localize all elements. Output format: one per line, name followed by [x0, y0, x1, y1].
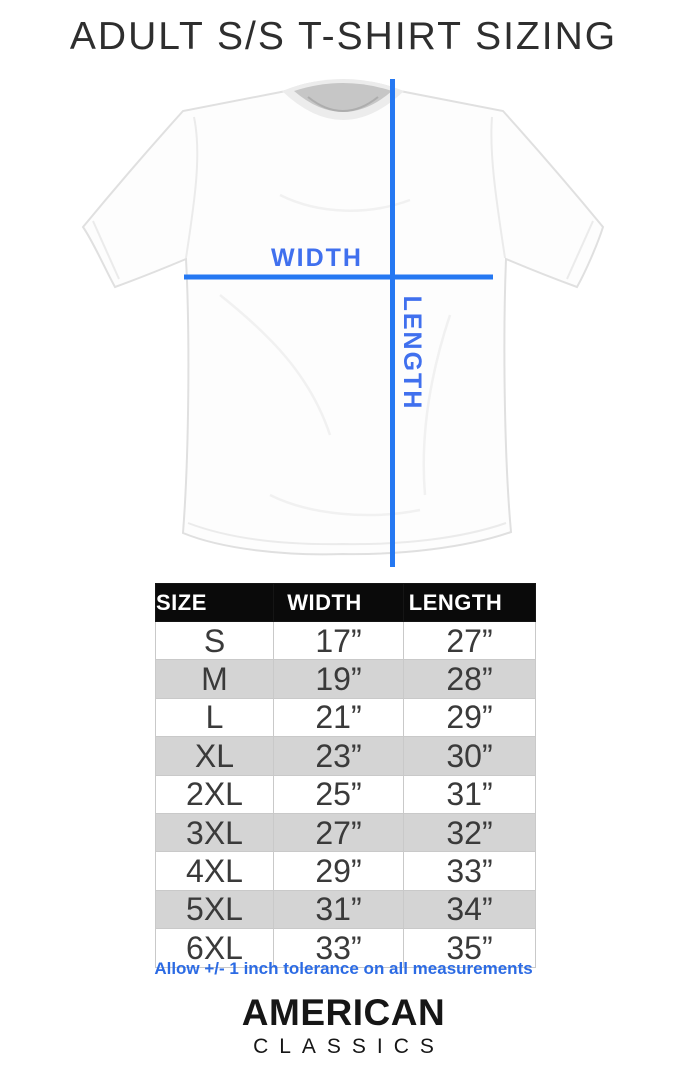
brand-name: AMERICAN [241, 992, 446, 1033]
tshirt-graphic [70, 75, 615, 580]
length-cell: 32” [404, 813, 536, 851]
size-cell: L [156, 698, 274, 736]
width-cell: 31” [274, 890, 404, 928]
width-cell: 19” [274, 660, 404, 698]
width-cell: 29” [274, 852, 404, 890]
col-header-width: WIDTH [274, 584, 404, 622]
length-cell: 35” [404, 929, 536, 967]
length-cell: 34” [404, 890, 536, 928]
page-title: ADULT S/S T-SHIRT SIZING [69, 15, 618, 58]
col-header-length: LENGTH [404, 584, 536, 622]
length-cell: 31” [404, 775, 536, 813]
width-cell: 21” [274, 698, 404, 736]
table-row [156, 737, 536, 775]
table-row [156, 813, 536, 851]
col-header-size: SIZE [156, 584, 274, 622]
length-cell: 27” [404, 622, 536, 660]
size-cell: 3XL [156, 813, 274, 851]
brand-subname: CLASSICS [253, 1034, 445, 1058]
size-cell: 6XL [156, 929, 274, 967]
length-cell: 29” [404, 698, 536, 736]
length-cell: 30” [404, 737, 536, 775]
width-cell: 23” [274, 737, 404, 775]
size-cell: M [156, 660, 274, 698]
tshirt-diagram [70, 75, 615, 580]
table-row [156, 660, 536, 698]
size-cell: S [156, 622, 274, 660]
length-label: LENGTH [398, 295, 426, 411]
table-row [156, 775, 536, 813]
size-cell: 5XL [156, 890, 274, 928]
sizing-table [155, 583, 535, 968]
size-cell: 2XL [156, 775, 274, 813]
size-cell: XL [156, 737, 274, 775]
brand-logo [0, 993, 687, 1058]
length-cell: 28” [404, 660, 536, 698]
table-row [156, 852, 536, 890]
width-cell: 33” [274, 929, 404, 967]
shirt-body [83, 81, 603, 554]
tolerance-note: Allow +/- 1 inch tolerance on all measurements [154, 959, 533, 978]
width-cell: 25” [274, 775, 404, 813]
table-row [156, 622, 536, 660]
length-cell: 33” [404, 852, 536, 890]
width-label: WIDTH [271, 244, 363, 272]
size-cell: 4XL [156, 852, 274, 890]
table-row [156, 698, 536, 736]
width-cell: 17” [274, 622, 404, 660]
table-row [156, 890, 536, 928]
width-cell: 27” [274, 813, 404, 851]
table-header-row [156, 584, 536, 622]
